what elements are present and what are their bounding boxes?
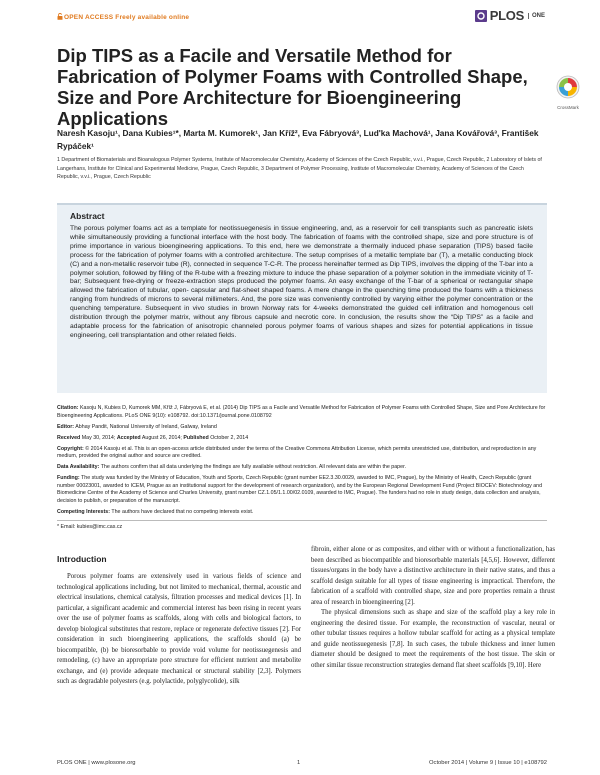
article-title: Dip TIPS as a Facile and Versatile Method for Fabrication of Polymer Foams with Controlled Shape, Size and Pore Architecture for Bioengineering Applications: [57, 45, 528, 129]
copyright-line: Copyright: © 2014 Kasoju et al. This is an open-access article distributed under the terms of the Creative Commons Attribution License, which permits unrestricted use, distribution, and reproduction in any medium, provided the original author and source are credited.: [57, 445, 537, 460]
email-link[interactable]: kubies@imc.cas.cz: [76, 523, 123, 530]
email-line: * Email: kubies@imc.cas.cz: [57, 523, 123, 530]
footer-issue: October 2014 | Volume 9 | Issue 10 | e108792: [429, 760, 547, 766]
funding-text: The study was funded by the Ministry of Education, Youth and Sports, Czech Republic (grant number EE2.3.30.0029, awarded to IMC, Prague), by the Ministry of Health, Czech Republic (grant number 00023001, awarded to ICEM, Prague as an institutional support for the development of research organization), and by the European Regional Development Fund (Project BIOCEV: Biotechnology and Biomedicine Centre of the Academy of Science and Charles University, grant number CZ.1.05/1.1.00/02.0109, awarded to IMC, Prague). The funders had no role in study design, data collection and analysis, decision to publish, or preparation of the manuscript.: [57, 475, 543, 504]
open-access-lock-icon: [57, 13, 63, 20]
intro-paragraph-2: The physical dimensions such as shape and size of the scaffold play a key role in engineering the desired tissue. For example, the reconstruction of vascular, neural or other tubular tissues requires a hollow tubular scaffold for acting as a physical template and guide neotissuegenesis [7,8]. In such cases, the tubule thickness and inner lumen diameter should be designed to meet the requirements of the host tissue. The skin or other similar tissue reconstruction strategies demand flat sheet scaffolds [9,10]. Here: [311, 609, 555, 669]
author-list: Naresh Kasoju¹, Dana Kubies¹*, Marta M. Kumorek¹, Jan Kříž², Eva Fábryová³, Lud'ka Machová¹, Jana Kovářová³, František Rypáček¹: [57, 128, 539, 151]
crossmark-icon: [556, 75, 580, 99]
funding-line: Funding: The study was funded by the Ministry of Education, Youth and Sports, Czech Republic (grant number EE2.3.30.0029, awarded to IMC, Prague), by the Ministry of Health, Czech Republic (grant number 00023001, awarded to ICEM, Prague as an institutional support for the development of research organization), and by the European Regional Development Fund (Project BIOCEV: Biotechnology and Biomedicine Centre of the Academy of Science and Charles University, grant number CZ.1.05/1.1.00/02.0109, awarded to IMC, Prague). The funders had no role in study design, data collection and analysis, decision to publish, or preparation of the manuscript.: [57, 475, 543, 504]
abstract-box: [57, 203, 547, 393]
body-column-right: [311, 545, 555, 671]
plos-one-logo[interactable]: [475, 8, 545, 23]
open-access-text: OPEN ACCESS Freely available online: [64, 14, 190, 21]
intro-paragraph-1: Porous polymer foams are extensively used in various fields of science and technological applications including, but not limited to mechanical, thermal, acoustic and electrical insulations, chemical catalysis, filtration processes and medical devices [1]. In particular, a significant academic and commercial interest has been rising in recent years over the use of polymer foams as scaffolds, along with cells and biological factors, to develop biological substitutes that restore, replace or regenerate defective tissues [2]. For consideration in such bioengineering applications, the scaffolds should (a) be biocompatible, (b) be bioresorbable to provide void volume for neotissuegenesis and remodeling, (c) have an appropriate pore structure for efficient nutrient and metabolite exchange, and (e) provide adequate mechanical or structural stability [2,3]. Polymers such as degradable polyesters (e.g. polylactide, polyglycolide), silk: [57, 573, 301, 685]
copyright-text: © 2014 Kasoju et al. This is an open-access article distributed under the terms of the Creative Commons Attribution License, which permits unrestricted use, distribution, and reproduction in any medium, provided the original author and source are credited.: [57, 445, 537, 460]
footer-page-number: 1: [297, 760, 301, 766]
editor-text: Abhay Pandit, National University of Ireland, Galway, Ireland: [75, 423, 217, 430]
top-bar: [0, 0, 600, 22]
abstract-text: The porous polymer foams act as a template for neotissuegenesis in tissue engineering, and, as a reservoir for cell transplants such as pancreatic islets while simultaneously providing a functional interface with the host body. The fabrication of foams with the controlled shape, size and pore structure is of prime importance in various bioengineering applications. To this end, here we demonstrate a thermally induced phase separation (TIPS) based facile process for the fabrication of polymer foams with a controlled architecture. The setup comprises of a metallic template bar (T), a metallic conducting block (C) and a non-metallic reservoir tube (R), connected in sequence T-C-R. The process hereinafter termed as Dip TIPS, involves the dipping of the T-bar into a polymer solution, followed by filling of the R-tube with a freezing mixture to induce the phase separation of a polymer solution in the immediate vicinity of T-bar; Subsequent free-drying or freeze-extraction steps produced the polymer foams. An easy exchange of the T-bar of a spherical or rectangular shape allowed the fabrication of tubular, open- capsular and flat-sheet shaped foams. A mere change in the quenching time produced the foams with a thickness ranging from hundreds of microns to several millimeters. And, the pore size was conveniently controlled by varying either the polymer concentration or the quenching temperature. Subsequent in vivo studies in brown Norway rats for 4-weeks demonstrated the guided cell infiltration and homogenous cell distribution through the polymer matrix, without any fibrous capsule and necrotic core. In conclusion, the results show the “Dip TIPS” as a facile and adaptable process for the fabrication of anisotropic channeled porous polymer foams of various shapes and sizes for potential applications in tissue engineering, cell transplantation and other related fields.: [70, 225, 533, 339]
footer-journal: PLOS ONE | www.plosone.org: [57, 760, 136, 766]
editor-line: Editor: Abhay Pandit, National University of Ireland, Galway, Ireland: [57, 423, 217, 430]
body-column-left: [57, 572, 301, 688]
competing-interests-line: Competing Interests: The authors have declared that no competing interests exist.: [57, 508, 254, 515]
dates-line: Received May 30, 2014; Accepted August 26, 2014; Published October 2, 2014: [57, 434, 249, 441]
article-metadata: [57, 405, 547, 535]
open-access-banner: [57, 13, 189, 21]
introduction-heading: Introduction: [57, 554, 107, 564]
data-availability-text: The authors confirm that all data underlying the findings are fully available without restriction. All relevant data are within the paper.: [100, 464, 407, 471]
data-availability-line: Data Availability: The authors confirm that all data underlying the findings are fully available without restriction. All relevant data are within the paper.: [57, 464, 407, 471]
one-wordmark: ONE: [528, 13, 545, 19]
crossmark-badge[interactable]: [553, 75, 583, 110]
citation-line: Citation: Kasoju N, Kubies D, Kumorek MM, Kříž J, Fábryová E, et al. (2014) Dip TIPS as a Facile and Versatile Method for Fabrication of Polymer Foams with Controlled Shape, Size and Pore Architecture for Bioengineering Applications. PLoS ONE 9(10): e108792. doi:10.1371/journal.pone.0108792: [57, 405, 546, 419]
plos-wordmark: PLOS: [489, 8, 524, 23]
competing-interests-text: The authors have declared that no competing interests exist.: [111, 508, 254, 515]
crossmark-label: CrossMark: [557, 105, 579, 110]
plos-logo-icon: [475, 10, 487, 22]
intro-paragraph-1-continued: fibroin, either alone or as composites, and either with or without a functionalization, has been described as biocompatible and bioresorbable materials [4,5,6]. However, different tissues/organs in the body have a distinctive architecture in their native states, and thus a scaffold design suitable for all types of tissue engineering is impractical. Therefore, the fabrication of a scaffold with controlled shape, size and pore properties remain a thrust area of research in bioengineering [2].: [311, 546, 555, 606]
affiliations: 1 Department of Biomaterials and Bioanalogous Polymer Systems, Institute of Macromolecular Chemistry, Academy of Sciences of the Czech Republic, v.v.i., Prague, Czech Republic, 2 Laboratory of Islets of Langerhans, Institute for Clinical and Experimental Medicine, Prague, Czech Republic, 3 Department of Polymer Processing, Institute of Macromolecular Chemistry, Academy of Sciences of the Czech Republic, v.v.i., Prague, Czech Republic: [57, 157, 542, 181]
abstract-heading: Abstract: [70, 211, 105, 221]
metadata-divider: [57, 520, 547, 521]
citation-text: Kasoju N, Kubies D, Kumorek MM, Kříž J, Fábryová E, et al. (2014) Dip TIPS as a Facile and Versatile Method for Fabrication of Polymer Foams with Controlled Shape, Size and Pore Architecture for Bioengineering Applications. PLoS ONE 9(10): e108792. doi:10.1371/journal.pone.0108792: [57, 405, 546, 419]
